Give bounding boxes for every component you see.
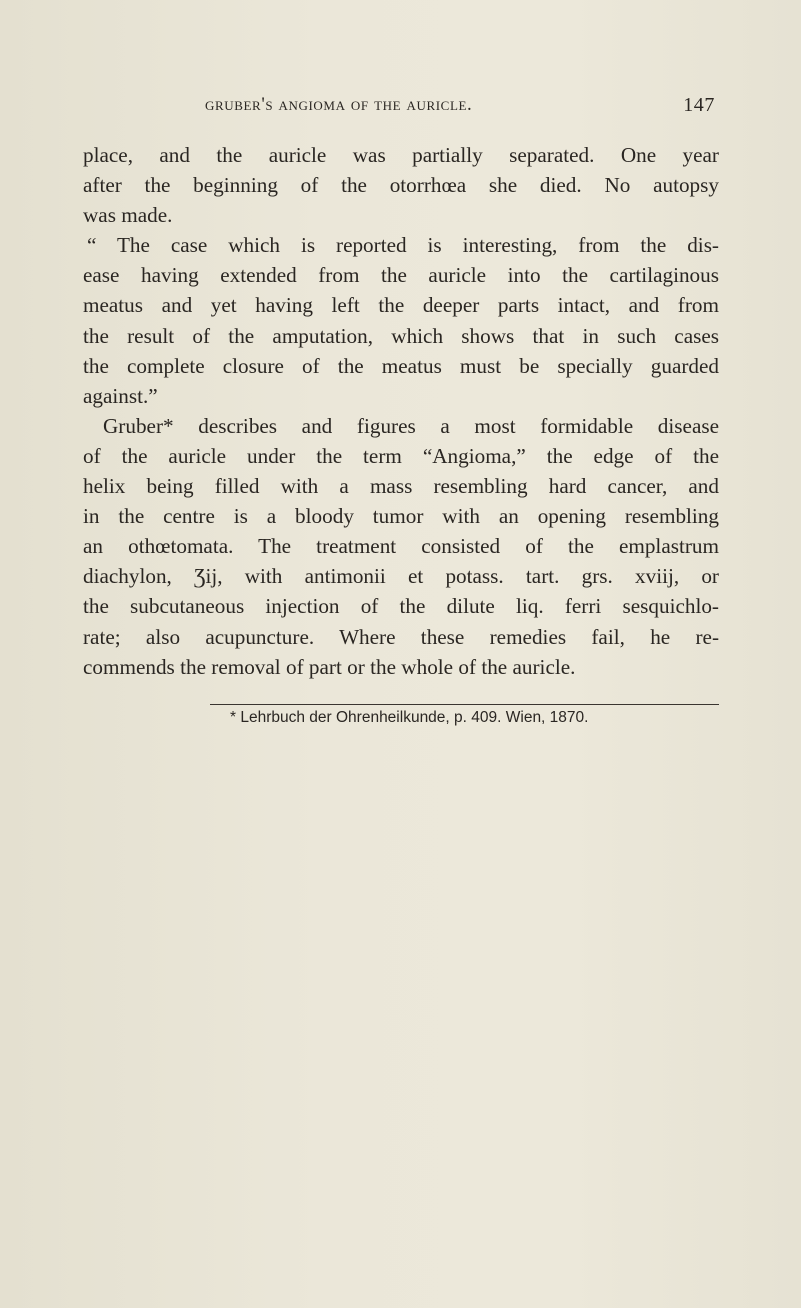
text-line: helix being filled with a mass resembling hard cancer, and [83, 474, 719, 499]
footnote-rule [210, 704, 719, 705]
text-line: diachylon, Ʒij, with antimonii et potass. tart. grs. xviij, or [83, 564, 719, 589]
paragraph-1 [83, 140, 719, 230]
text-line: place, and the auricle was partially separated. One year [83, 143, 719, 167]
text-line: was made. [83, 203, 173, 228]
text-line: against.” [83, 383, 158, 408]
text-line: of the auricle under the term “Angioma,” the edge of the [83, 443, 719, 468]
text-line: after the beginning of the otorrhœa she died. No autopsy [83, 173, 719, 198]
text-line: meatus and yet having left the deeper parts intact, and from [83, 293, 719, 318]
text-line: commends the removal of part or the whole of the auricle. [83, 654, 576, 679]
running-title: gruber's angioma of the auricle. [205, 94, 473, 115]
text-line: in the centre is a bloody tumor with an opening resembling [83, 504, 719, 529]
text-line: Gruber* describes and figures a most formidable disease [103, 413, 719, 438]
text-line: the subcutaneous injection of the dilute liq. ferri sesquichlo- [83, 594, 719, 619]
paragraph-3 [83, 411, 719, 682]
text-line: the result of the amputation, which shows that in such cases [83, 323, 719, 348]
running-header [205, 92, 715, 118]
text-line: “ The case which is reported is interesting, from the dis- [87, 233, 719, 258]
body-text [83, 140, 719, 682]
paragraph-2 [83, 230, 719, 411]
text-line: an othœtomata. The treatment consisted of the emplastrum [83, 534, 719, 559]
text-line: rate; also acupuncture. Where these remedies fail, he re- [83, 624, 719, 649]
page-number: 147 [683, 94, 715, 116]
footnote: * Lehrbuch der Ohrenheilkunde, p. 409. Wien, 1870. [230, 709, 589, 726]
text-line: the complete closure of the meatus must be specially guarded [83, 353, 719, 378]
text-line: ease having extended from the auricle into the cartilaginous [83, 263, 719, 288]
